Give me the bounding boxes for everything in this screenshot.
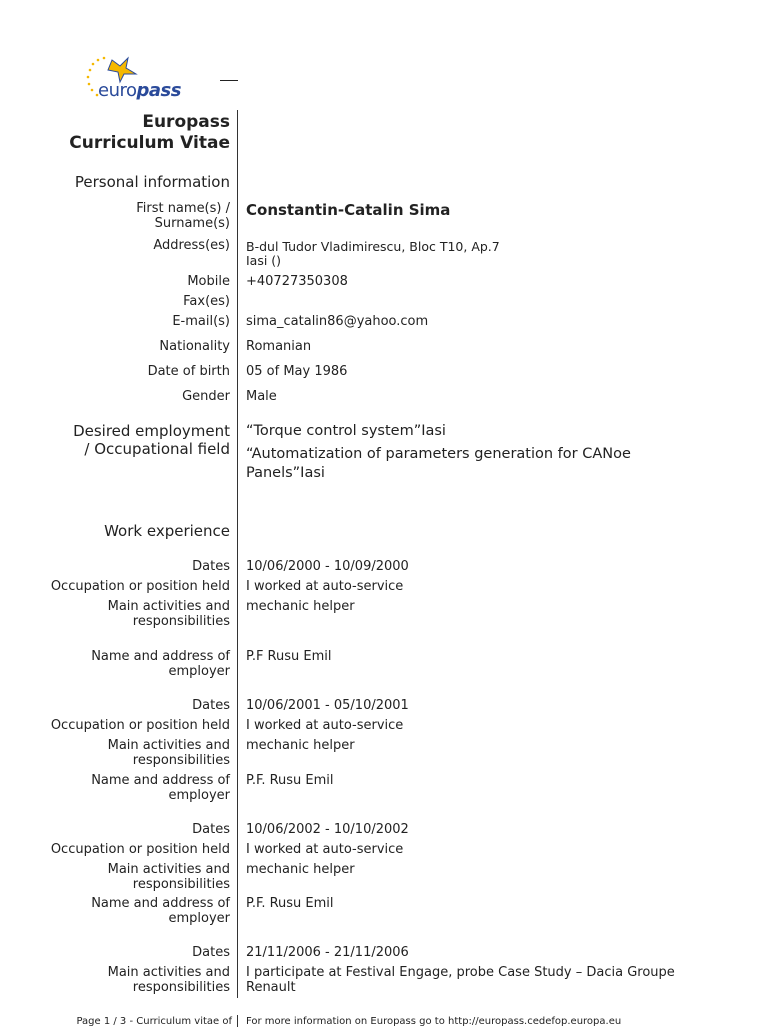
job-employer: P.F Rusu Emil <box>246 649 332 664</box>
footer-page-info: Page 1 / 3 - Curriculum vitae of <box>76 1016 232 1027</box>
job-occupation-label: Occupation or position held <box>50 579 230 594</box>
job-dates: 10/06/2000 - 10/09/2000 <box>246 559 409 574</box>
dob-label: Date of birth <box>147 364 230 379</box>
job-activities-label: Main activities and responsibilities <box>107 965 230 995</box>
job-activities-label: Main activities and responsibilities <box>107 599 230 629</box>
job-dates-label: Dates <box>192 822 230 837</box>
job-dates: 10/06/2001 - 05/10/2001 <box>246 698 409 713</box>
job-activities-line-2: Renault <box>246 980 296 995</box>
job-activities-line-1: I participate at Festival Engage, probe Case Study – Dacia Groupe <box>246 965 675 980</box>
job-occupation: I worked at auto-service <box>246 579 404 594</box>
job-occupation-label: Occupation or position held <box>50 842 230 857</box>
address-line-1: B-dul Tudor Vladimirescu, Bloc T10, Ap.7 <box>246 239 500 254</box>
job-dates-label: Dates <box>192 698 230 713</box>
cv-title: Europass Curriculum Vitae <box>69 112 230 153</box>
mobile-value: +40727350308 <box>246 274 348 289</box>
email-value[interactable]: sima_catalin86@yahoo.com <box>246 314 429 329</box>
section-heading-desired: Desired employment / Occupational field <box>73 422 230 458</box>
job-employer-label: Name and address of employer <box>91 649 230 679</box>
column-divider <box>237 110 238 998</box>
desired-item-2-line-1: “Automatization of parameters generation for CANoe <box>246 446 631 462</box>
job-occupation-label: Occupation or position held <box>50 718 230 733</box>
job-occupation: I worked at auto-service <box>246 842 404 857</box>
address-label: Address(es) <box>153 238 230 253</box>
nationality-label: Nationality <box>159 339 230 354</box>
job-dates: 21/11/2006 - 21/11/2006 <box>246 945 409 960</box>
job-activities: mechanic helper <box>246 599 355 614</box>
job-dates-label: Dates <box>192 559 230 574</box>
job-occupation: I worked at auto-service <box>246 718 404 733</box>
job-employer: P.F. Rusu Emil <box>246 773 334 788</box>
footer-europass-link[interactable]: For more information on Europass go to http://europass.cedefop.europa.eu <box>246 1016 622 1027</box>
gender-value: Male <box>246 389 277 404</box>
job-activities-label: Main activities and responsibilities <box>107 862 230 892</box>
footer-divider <box>237 1015 238 1027</box>
nationality-value: Romanian <box>246 339 312 354</box>
job-employer: P.F. Rusu Emil <box>246 896 334 911</box>
gender-label: Gender <box>182 389 230 404</box>
job-dates: 10/06/2002 - 10/10/2002 <box>246 822 409 837</box>
fax-label: Fax(es) <box>183 294 230 309</box>
name-label: First name(s) / Surname(s) <box>136 201 230 231</box>
section-heading-personal: Personal information <box>74 173 230 191</box>
job-activities-label: Main activities and responsibilities <box>107 738 230 768</box>
job-activities: mechanic helper <box>246 862 355 877</box>
section-heading-work: Work experience <box>104 522 230 540</box>
job-dates-label: Dates <box>192 945 230 960</box>
job-activities: mechanic helper <box>246 738 355 753</box>
full-name: Constantin-Catalin Sima <box>246 201 451 219</box>
divider <box>220 80 238 81</box>
mobile-label: Mobile <box>187 274 230 289</box>
email-label: E-mail(s) <box>172 314 230 329</box>
job-employer-label: Name and address of employer <box>91 773 230 803</box>
desired-item-2-line-2: Panels”Iasi <box>246 465 325 481</box>
job-employer-label: Name and address of employer <box>91 896 230 926</box>
address-line-2: Iasi () <box>246 253 282 268</box>
logo-wordmark: europass <box>98 80 181 101</box>
desired-item-1: “Torque control system”Iasi <box>246 423 446 439</box>
dob-value: 05 of May 1986 <box>246 364 348 379</box>
